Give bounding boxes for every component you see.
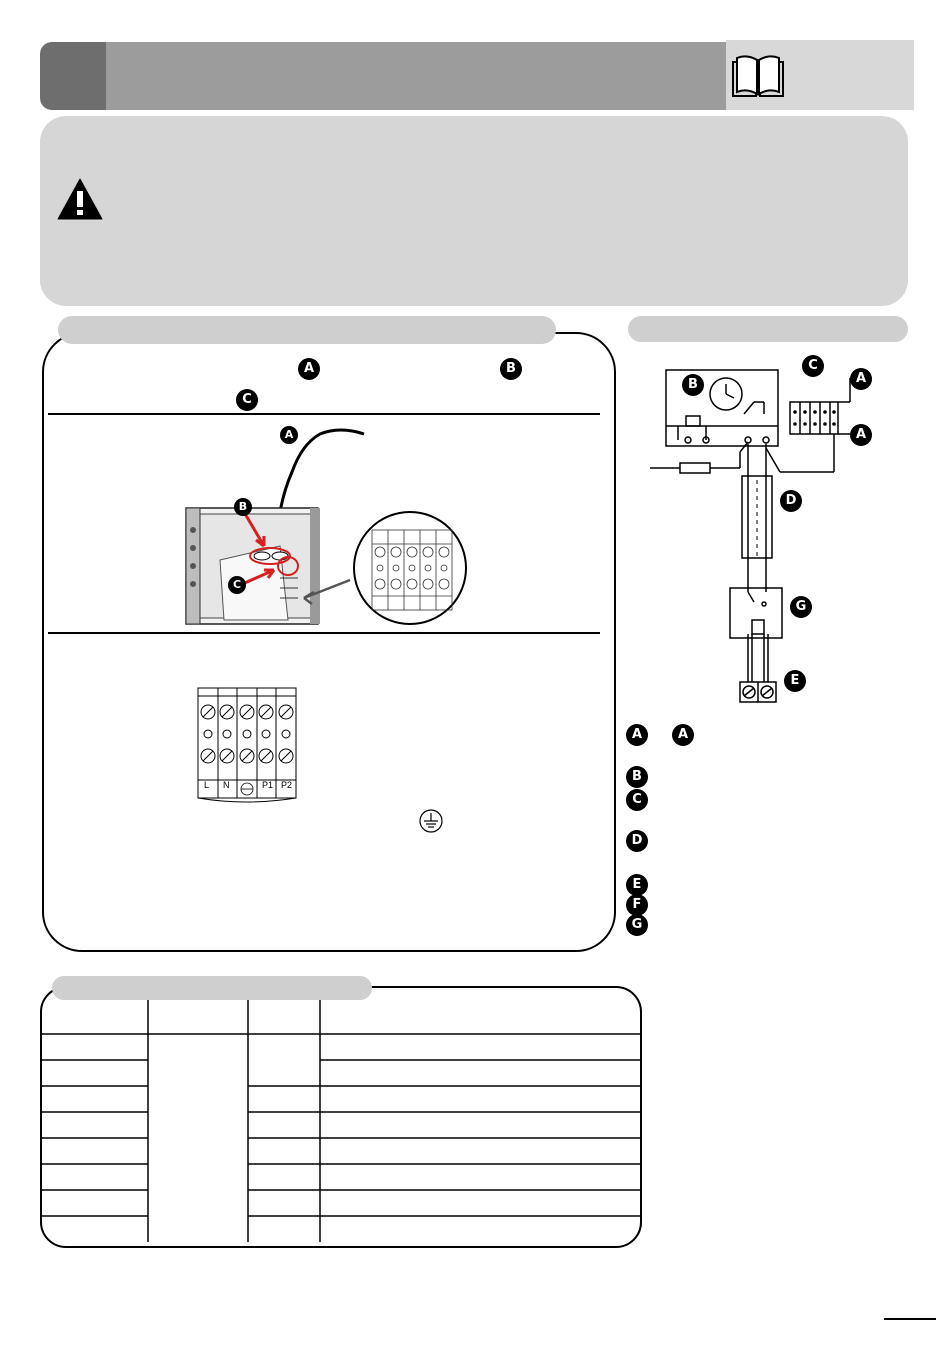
photo-badge-b: B [234,498,252,516]
warning-triangle-icon [57,178,103,220]
terminal-label-p2: P2 [281,780,293,790]
schematic-badge-c: C [802,355,824,377]
legend-badge-a1: A [626,724,648,746]
terminal-label-p1: P1 [262,780,274,790]
badge-a: A [298,358,320,380]
schematic-badge-e: E [784,670,806,692]
device-wiring-photo [180,420,470,630]
legend-badge-d: D [626,830,648,852]
schematic-badge-a-top: A [850,368,872,390]
divider [48,413,600,415]
earth-ground-icon [418,808,444,834]
legend-badge-b: B [626,766,648,788]
terminal-label-n: N [223,780,230,790]
open-book-icon [730,52,786,100]
warning-box [40,116,908,306]
schematic-badge-a-bottom: A [850,424,872,446]
wiring-section-heading [628,316,908,342]
header-title-bar [106,42,726,110]
schematic-badge-d: D [780,490,802,512]
specs-table-grid [40,986,642,1248]
header-tab-dark [40,42,106,110]
installation-section-heading [58,316,556,344]
badge-c: C [236,389,258,411]
specs-table [40,986,642,1248]
terminal-labels [196,780,300,796]
specs-section-heading [52,976,372,1000]
schematic-badge-g: G [790,596,812,618]
legend-badge-e: E [626,874,648,896]
legend-badge-g: G [626,914,648,936]
wiring-schematic [640,352,900,712]
legend-badge-f: F [626,894,648,916]
terminal-label-l: L [204,780,210,790]
divider [48,632,600,634]
photo-badge-a: A [280,426,298,444]
legend-badge-a2: A [672,724,694,746]
badge-b: B [500,358,522,380]
legend-badge-c: C [626,789,648,811]
photo-badge-c: C [228,576,246,594]
page-number-rule [884,1318,936,1320]
schematic-badge-b: B [682,374,704,396]
